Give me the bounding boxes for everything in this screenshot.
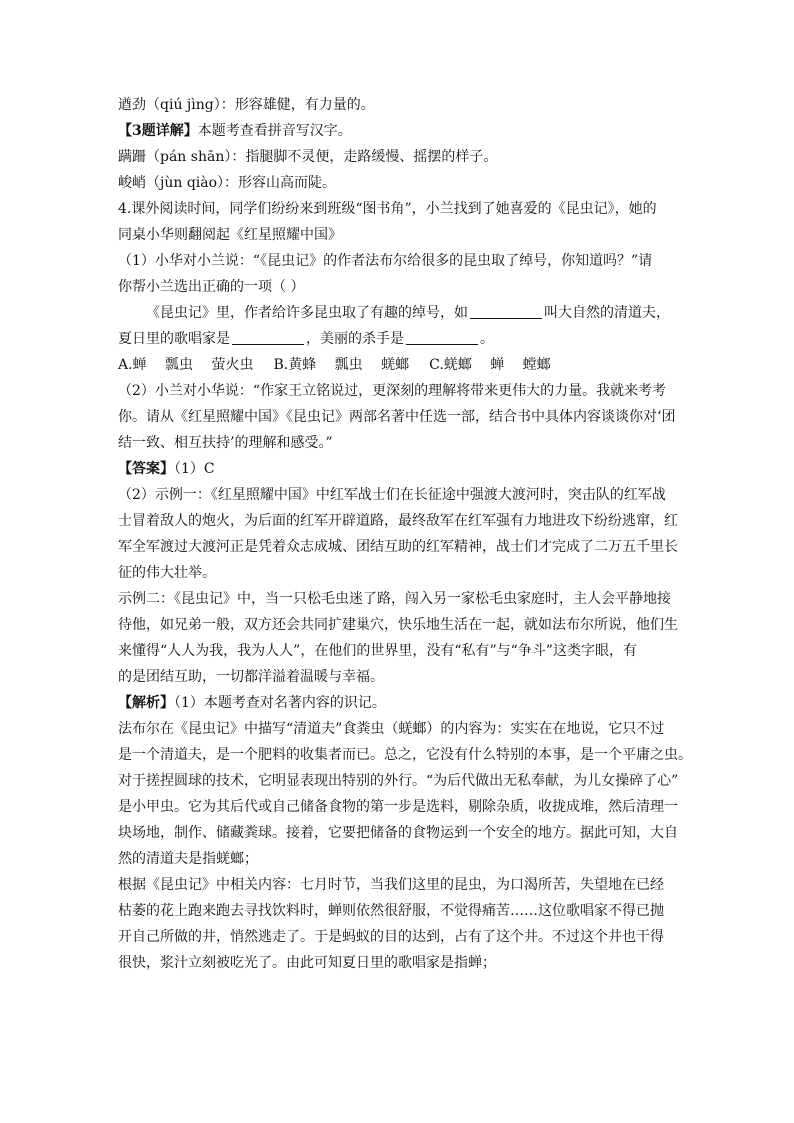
analysis-line: 块场地，制作、储藏粪球。接着，它要把储备的食物运到一个安全的地方。据此可知，大自 (118, 825, 678, 841)
analysis-line: 开自己所做的井，悄然逃走了。于是蚂蚁的目的达到，占有了这个井。不过这个井也干得 (118, 929, 664, 945)
text-span: ，美丽的杀手是 (306, 331, 404, 347)
text-line: 遒劲（qiú jìng）：形容雄健，有力量的。 (118, 97, 375, 113)
text-span: 叫大自然的清道夫， (544, 305, 670, 321)
analysis-line: 然的清道夫是指蜣螂； (118, 851, 258, 867)
fill-blank-line (118, 326, 678, 352)
answer-line: 示例二：《昆虫记》中，当一只松毛虫迷了路，闯入另一家松毛虫家庭时，主人会平静地接 (118, 591, 671, 607)
text-line (118, 118, 678, 144)
answer-line: 士冒着敌人的炮火，为后面的红军开辟道路，最终敌军在红军强有力地进攻下纷纷逃窜，红 (118, 513, 678, 529)
answer-line (118, 456, 678, 482)
text-span: 本题考查看拼音写汉字。 (197, 123, 352, 139)
analysis-line: 枯萎的花上跑来跑去寻找饮料时，蝉则依然很舒服，不觉得痛苦……这位歌唱家不得已抛 (118, 903, 664, 919)
analysis-line: 是一个清道夫，是一个肥料的收集者而已。总之，它没有什么特别的本事，是一个平庸之虫。 (118, 747, 692, 763)
question-line: 你。请从《红星照耀中国》《昆虫记》两部名著中任选一部，结合书中具体内容谈谈你对‘团 (118, 409, 676, 425)
answer-line: 来懂得“人人为我，我为人人”，在他们的世界里，没有“私有”与“争斗”这类字眼，有 (118, 643, 637, 659)
text-line: 蹒跚（pán shān）：指腿脚不灵便，走路缓慢、摇摆的样子。 (118, 149, 498, 165)
question-line: 同桌小华则翻阅起《红星照耀中国》 (118, 227, 342, 243)
answer-line: 待他，如兄弟一般，双方还会共同扩建巢穴，快乐地生活在一起，就如法布尔所说，他们生 (118, 617, 678, 633)
answer-blank (232, 330, 304, 345)
text-line: 峻峭（jùn qiào）：形容山高而陡。 (118, 175, 337, 191)
option-a: A.蝉 瓢虫 萤火虫 (118, 357, 254, 373)
question-line: （1）小华对小兰说：“《昆虫记》的作者法布尔给很多的昆虫取了绰号，你知道吗？”请 (118, 253, 653, 269)
analysis-line: 很快，浆汁立刻被吃光了。由此可知夏日里的歌唱家是指蝉； (118, 955, 496, 971)
analysis-line (118, 690, 678, 716)
question-line: 结一致、相互扶持’的理解和感受。” (118, 435, 333, 451)
text-span: （1）本题考查对名著内容的识记。 (174, 695, 386, 711)
analysis-line: 是小甲虫。它为其后代或自己储备食物的第一步是选料，剔除杂质，收拢成堆，然后清理一 (118, 799, 678, 815)
text-span: 夏日里的歌唱家是 (118, 331, 230, 347)
answer-tag: 【答案】 (118, 461, 174, 477)
answer-line: 军全军渡过大渡河正是凭着众志成城、团结互助的红军精神，战士们才完成了二万五千里长 (118, 539, 678, 555)
question-line: 4.课外阅读时间，同学们纷纷来到班级“图书角”，小兰找到了她喜爱的《昆虫记》，她的 (118, 201, 657, 217)
analysis-tag: 【解析】 (118, 695, 174, 711)
text-span: （1）C (174, 461, 215, 477)
fill-blank-line (118, 300, 678, 326)
option-c: C.蜣螂 蝉 螳螂 (429, 357, 551, 373)
answer-blank (470, 304, 542, 319)
analysis-line: 根据《昆虫记》中相关内容：七月时节，当我们这里的昆虫，为口渴所苦，失望地在已经 (118, 877, 664, 893)
answer-blank (406, 330, 478, 345)
answer-line: （2）示例一：《红星照耀中国》中红军战士们在长征途中强渡大渡河时，突击队的红军战 (118, 487, 666, 503)
options-line (118, 352, 678, 378)
analysis-line: 法布尔在《昆虫记》中描写“清道夫”食粪虫（蜣螂）的内容为：实实在在地说，它只不过 (118, 721, 665, 737)
document-page (118, 92, 692, 976)
answer-line: 征的伟大壮举。 (118, 565, 216, 581)
text-span: 《昆虫记》里，作者给许多昆虫取了有趣的绰号，如 (146, 305, 468, 321)
question-line: （2）小兰对小华说：“作家王立铭说过，更深刻的理解将带来更伟大的力量。我就来考考 (118, 383, 667, 399)
section-tag: 【3题详解】 (118, 123, 198, 139)
option-b: B.黄蜂 瓢虫 蜣螂 (273, 357, 410, 373)
question-line: 你帮小兰选出正确的一项（ ） (118, 279, 305, 295)
answer-line: 的是团结互助，一切都洋溢着温暖与幸福。 (118, 669, 384, 685)
analysis-line: 对于搓捏圆球的技术，它明显表现出特别的外行。“为后代做出无私奉献，为儿女操碎了心” (118, 773, 679, 789)
text-span: 。 (480, 331, 494, 347)
